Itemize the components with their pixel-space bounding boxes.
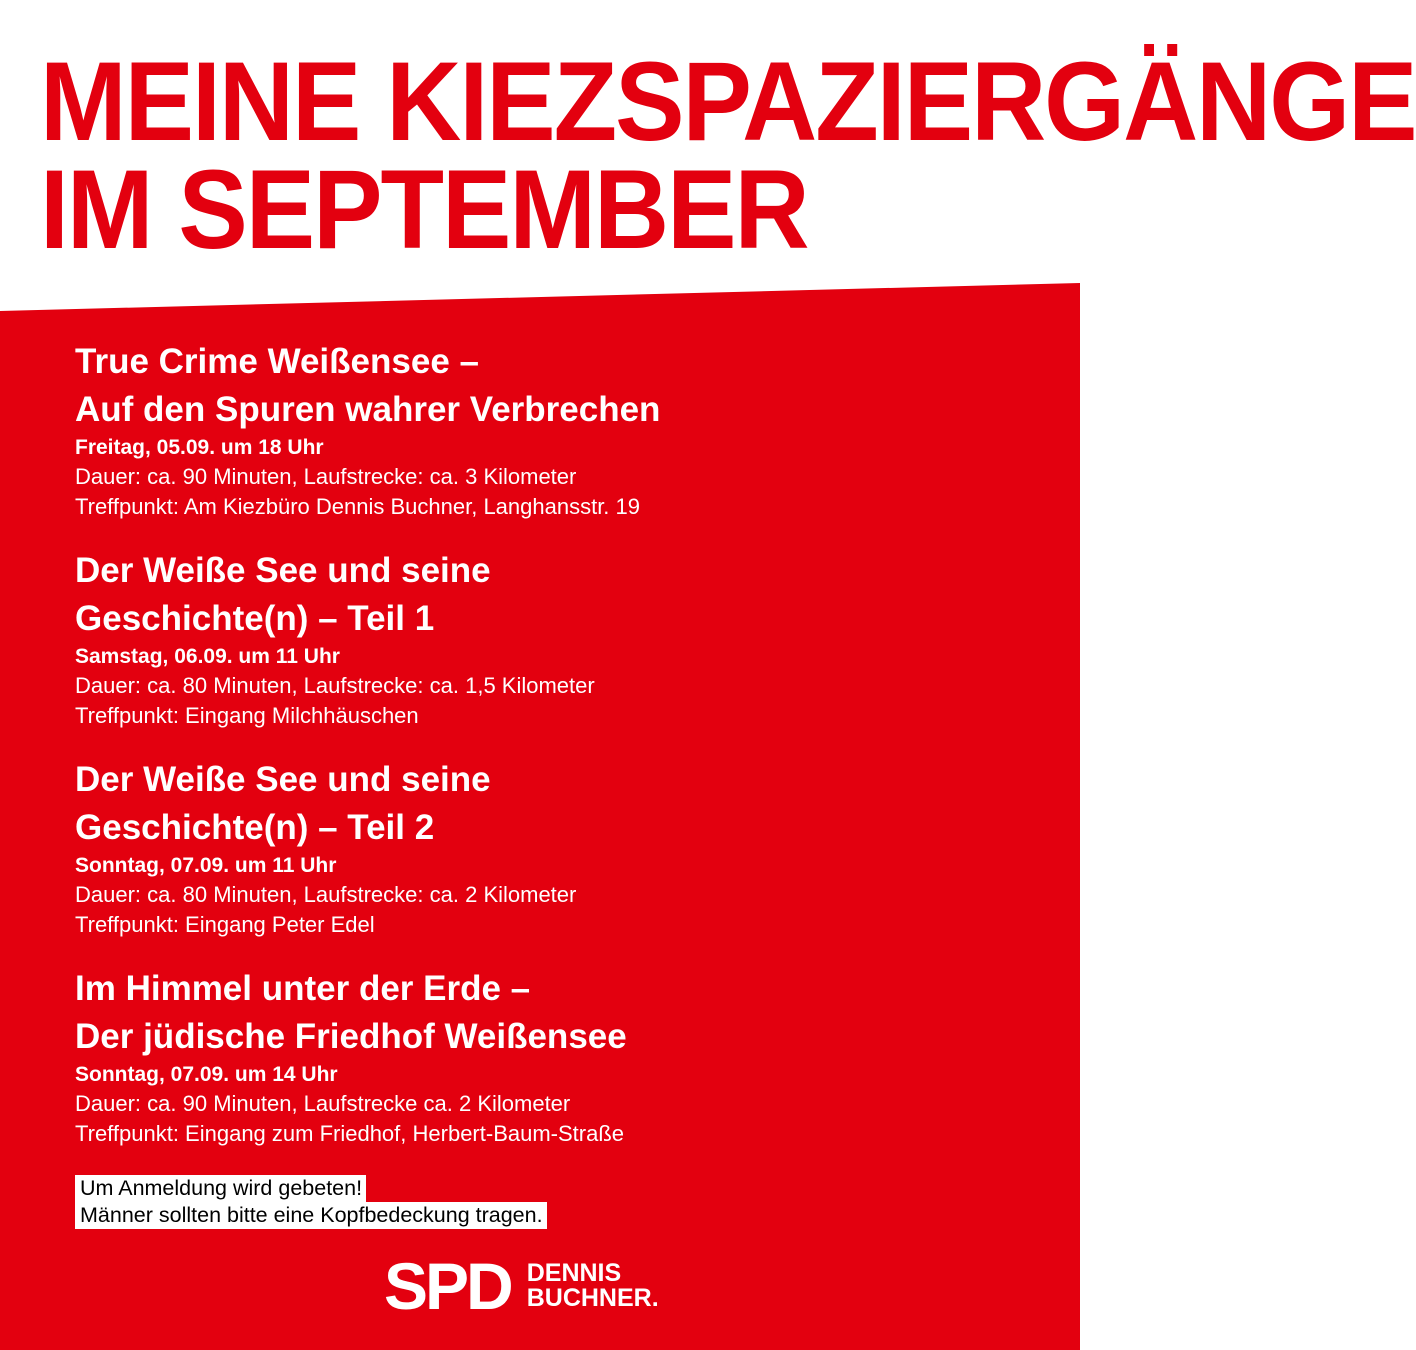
event-list bbox=[75, 338, 1035, 1174]
event-title-line-2: Auf den Spuren wahrer Verbrechen bbox=[75, 390, 661, 429]
event-item-1 bbox=[75, 338, 1035, 522]
candidate-name bbox=[527, 1261, 659, 1311]
event-item-2 bbox=[75, 547, 1035, 731]
event-title bbox=[75, 338, 1035, 434]
event-title bbox=[75, 965, 1035, 1061]
event-title-line-1: Im Himmel unter der Erde – bbox=[75, 969, 531, 1008]
registration-notice bbox=[75, 1175, 547, 1229]
event-meeting-point: Treffpunkt: Am Kiezbüro Dennis Buchner, Langhansstr. 19 bbox=[75, 494, 641, 519]
event-item-3 bbox=[75, 756, 1035, 940]
candidate-first-name: DENNIS bbox=[526, 1259, 622, 1287]
event-date: Freitag, 05.09. um 18 Uhr bbox=[75, 436, 324, 459]
spd-logo bbox=[384, 1249, 659, 1323]
headline-line-2: IM SEPTEMBER bbox=[40, 147, 808, 273]
event-meeting-point: Treffpunkt: Eingang Milchhäuschen bbox=[75, 703, 419, 728]
page-headline bbox=[40, 39, 1416, 273]
event-title-line-2: Der jüdische Friedhof Weißensee bbox=[75, 1017, 627, 1056]
event-duration: Dauer: ca. 80 Minuten, Laufstrecke: ca. 2 Kilometer bbox=[75, 882, 577, 907]
event-title-line-1: True Crime Weißensee – bbox=[75, 342, 479, 381]
event-title bbox=[75, 756, 1035, 852]
event-title-line-2: Geschichte(n) – Teil 1 bbox=[75, 599, 435, 638]
event-title bbox=[75, 547, 1035, 643]
notice-line-1: Um Anmeldung wird gebeten! bbox=[75, 1175, 366, 1202]
event-duration: Dauer: ca. 80 Minuten, Laufstrecke: ca. 1,5 Kilometer bbox=[75, 673, 595, 698]
event-title-line-1: Der Weiße See und seine bbox=[75, 760, 491, 799]
event-item-4 bbox=[75, 965, 1035, 1149]
notice-line-2: Männer sollten bitte eine Kopfbedeckung tragen. bbox=[75, 1202, 547, 1229]
event-duration: Dauer: ca. 90 Minuten, Laufstrecke: ca. 3 Kilometer bbox=[75, 464, 577, 489]
event-meeting-point: Treffpunkt: Eingang Peter Edel bbox=[75, 912, 375, 937]
spd-logo-wordmark: SPD bbox=[384, 1249, 511, 1323]
event-title-line-2: Geschichte(n) – Teil 2 bbox=[75, 808, 435, 847]
candidate-last-name: BUCHNER. bbox=[526, 1284, 659, 1312]
event-date: Sonntag, 07.09. um 14 Uhr bbox=[75, 1063, 338, 1086]
headline-line-1: MEINE KIEZSPAZIERGÄNGE bbox=[40, 39, 1416, 165]
event-date: Samstag, 06.09. um 11 Uhr bbox=[75, 645, 340, 668]
event-title-line-1: Der Weiße See und seine bbox=[75, 551, 491, 590]
event-duration: Dauer: ca. 90 Minuten, Laufstrecke ca. 2 Kilometer bbox=[75, 1091, 571, 1116]
event-meeting-point: Treffpunkt: Eingang zum Friedhof, Herbert-Baum-Straße bbox=[75, 1121, 625, 1146]
event-date: Sonntag, 07.09. um 11 Uhr bbox=[75, 854, 337, 877]
